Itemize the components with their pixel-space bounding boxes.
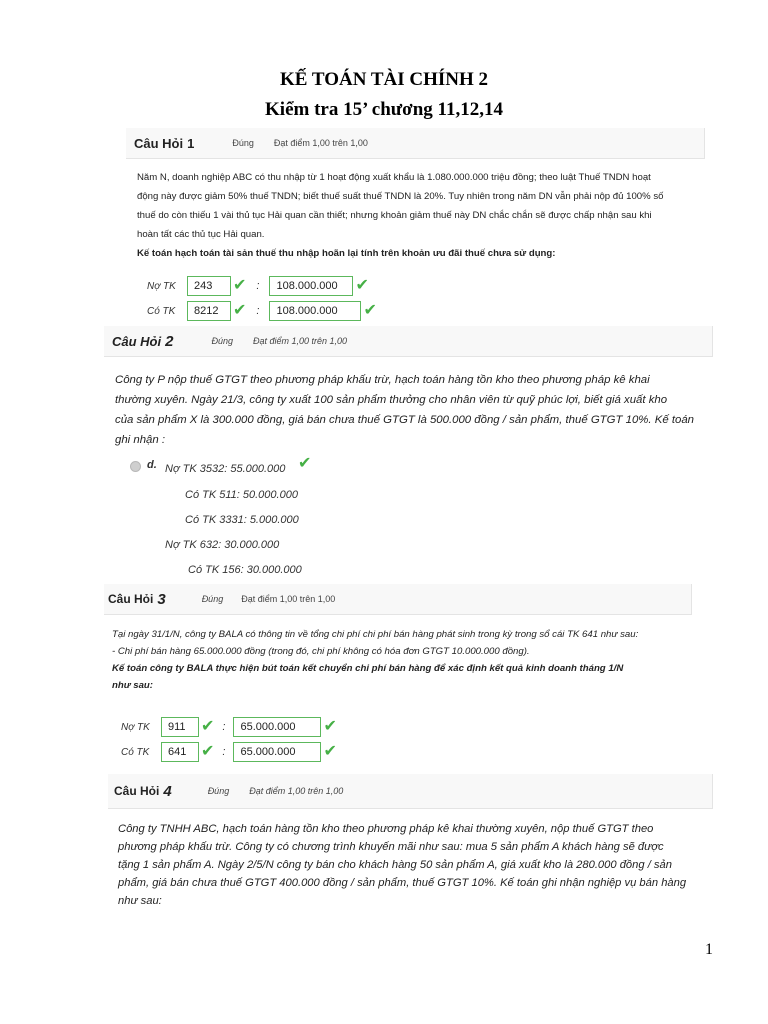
document-title: KẾ TOÁN TÀI CHÍNH 2 [280, 69, 488, 90]
q1-debit-row: Nợ TK 243 ✔ : 108.000.000 ✔ [147, 277, 369, 294]
question-number: 4 [163, 782, 172, 800]
q1-credit-row: Có TK 8212 ✔ : 108.000.000 ✔ [147, 302, 377, 319]
journal-entry: Có TK 3331: 5.000.000 [185, 514, 299, 526]
score-text: Đạt điểm 1,00 trên 1,00 [241, 594, 336, 604]
q3-credit-account-input[interactable]: 641 [161, 742, 199, 762]
q3-debit-amount-input[interactable]: 65.000.000 [233, 717, 321, 737]
status-text: Đúng [201, 594, 224, 604]
score-text: Đạt điểm 1,00 trên 1,00 [252, 336, 348, 346]
q1-credit-amount-input[interactable]: 108.000.000 [269, 301, 361, 321]
q1-credit-account-input[interactable]: 8212 [187, 301, 231, 321]
check-icon: ✔ [233, 277, 247, 294]
status-text: Đúng [207, 786, 230, 796]
status-text: Đúng [232, 138, 254, 148]
check-icon: ✔ [323, 743, 337, 760]
check-icon: ✔ [201, 743, 215, 760]
check-icon: ✔ [233, 302, 247, 319]
journal-entry: Có TK 511: 50.000.000 [185, 489, 298, 501]
q1-debit-amount-input[interactable]: 108.000.000 [269, 276, 353, 296]
q3-credit-row: Có TK 641 ✔ : 65.000.000 ✔ [121, 743, 337, 760]
question-2-header [104, 326, 713, 357]
q1-debit-account-input[interactable]: 243 [187, 276, 231, 296]
question-number: 1 [187, 135, 195, 151]
question-4-header [108, 774, 713, 809]
question-number: 3 [157, 590, 166, 608]
question-3-text: Tại ngày 31/1/N, công ty BALA có thông tin về tổng chi phí chi phí bán hàng phát sinh trong kỳ trong sổ cái TK 641 như sau: - Chi phí bán hàng 65.000.000 đồng (trong đó, chi phí không có hóa đơn GTGT 10.000.000 đồng). Kế toán công ty BALA thực hiện bút toán kết chuyển chi phí bán hàng để xác định kết quả kinh doanh tháng 1/N như sau: [112, 626, 712, 694]
check-icon: ✔ [355, 277, 369, 294]
check-icon: ✔ [298, 455, 312, 472]
score-text: Đạt điểm 1,00 trên 1,00 [249, 786, 344, 796]
question-3-header [104, 584, 692, 615]
question-label: Câu Hỏi [112, 333, 162, 349]
journal-entry: Nợ TK 3532: 55.000.000 [165, 463, 286, 475]
question-3-prompt: Kế toán công ty BALA thực hiện bút toán kết chuyển chi phí bán hàng để xác định kết quả kinh doanh tháng 1/N [112, 663, 624, 674]
journal-entry: Nợ TK 632: 30.000.000 [165, 539, 280, 551]
question-label: Câu Hỏi [108, 592, 154, 606]
check-icon: ✔ [323, 718, 337, 735]
page-number: 1 [705, 941, 713, 958]
score-text: Đạt điểm 1,00 trên 1,00 [273, 138, 368, 148]
question-label: Câu Hỏi [134, 135, 184, 151]
question-4-text: Công ty TNHH ABC, hạch toán hàng tồn kho theo phương pháp kê khai thường xuyên, nộp thuế GTGT theo phương pháp khấu trừ. Công ty có chương trình khuyến mãi như sau: mua 5 sản phẩm A khách hàng sẽ được tặng 1 sản phẩm A. Ngày 2/5/N công ty bán cho khách hàng 50 sản phẩm A, giá xuất kho là 280.000 đồng / sản phẩm, giá bán chưa thuế GTGT 400.000 đồng / sản phẩm, thuế GTGT 10%. Kế toán ghi nhận nghiệp vụ bán hàng như sau: [118, 823, 687, 907]
journal-entry: Có TK 156: 30.000.000 [188, 564, 302, 576]
q3-debit-row: Nợ TK 911 ✔ : 65.000.000 ✔ [121, 718, 337, 735]
document-subtitle: Kiểm tra 15’ chương 11,12,14 [265, 99, 503, 120]
question-1-prompt: Kế toán hạch toán tài sản thuế thu nhập hoãn lại tính trên khoản ưu đãi thuế chưa sử dụng: [137, 248, 556, 259]
option-letter: d. [147, 459, 157, 471]
status-text: Đúng [211, 336, 233, 346]
check-icon: ✔ [201, 718, 215, 735]
q3-credit-amount-input[interactable]: 65.000.000 [233, 742, 321, 762]
question-1-header [126, 128, 705, 159]
radio-icon[interactable] [130, 461, 141, 472]
question-1-text: Năm N, doanh nghiệp ABC có thu nhập từ 1 hoạt động xuất khẩu là 1.080.000.000 triệu đồng; theo luật Thuế TNDN hoạt động này được giảm 50% thuế TNDN; biết thuế suất thuế TNDN là 20%. Tuy nhiên trong năm DN vẫn phải nộp đủ 100% số thuế do còn thiếu 1 vài thủ tục Hải quan cần thiết; nhưng khoản giảm thuế này DN chắc chắn sẽ được chấp nhận sau khi hoàn tất các thủ tục Hải quan. Kế toán hạch toán tài sản thuế thu nhập hoãn lại tính trên khoản ưu đãi thuế chưa sử dụng: [137, 168, 712, 263]
q3-debit-account-input[interactable]: 911 [161, 717, 199, 737]
question-number: 2 [165, 332, 174, 350]
question-2-text: Công ty P nộp thuế GTGT theo phương pháp khấu trừ, hạch toán hàng tồn kho theo phương pháp kê khai thường xuyên. Ngày 21/3, công ty xuất 100 sản phẩm thưởng cho nhân viên từ quỹ phúc lợi, biết giá xuất kho của sản phẩm X là 300.000 đồng, giá bán chưa thuế GTGT là 500.000 đồng / sản phẩm, thuế GTGT 10%. Kế toán ghi nhận : [115, 374, 695, 446]
question-label: Câu Hỏi [114, 784, 160, 798]
check-icon: ✔ [363, 302, 377, 319]
